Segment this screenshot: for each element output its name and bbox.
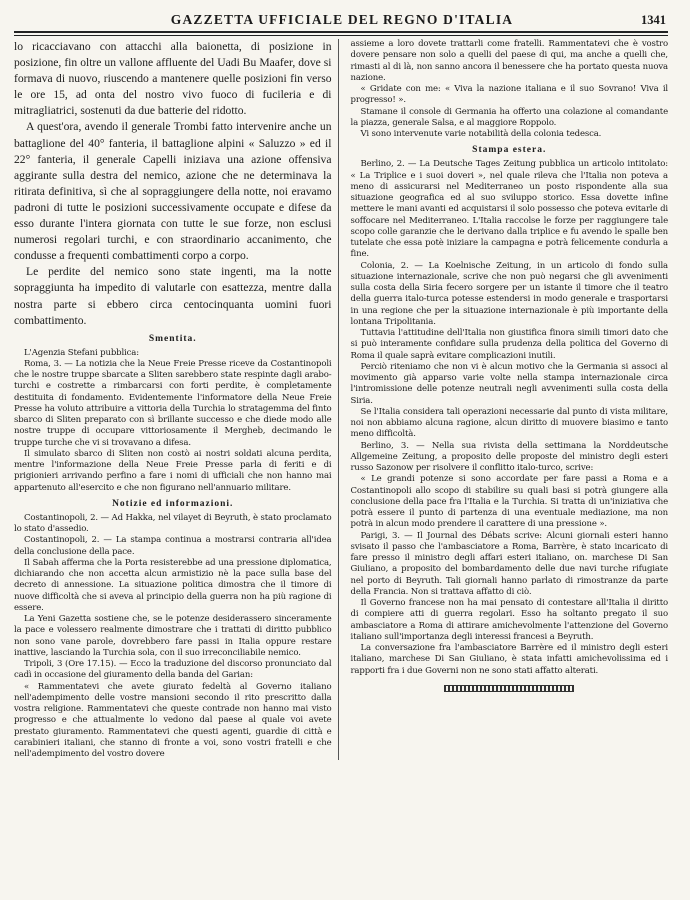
battle-report — [14, 39, 332, 329]
columns — [14, 39, 668, 760]
masthead-title: GAZZETTA UFFICIALE DEL REGNO D'ITALIA — [170, 12, 514, 27]
lead-paragraph: lo ricacciavano con attacchi alla baionetta, di posizione in posizione, fin oltre un vallone affluente del Uadi Bu Maafer, dove si formava di nuovo, riuscendo a mantenere quelle posizioni fin verso le ore 15, ad onta del nostro vivo fuoco di fucileria e di mitragliatrici, sostenuti da due batterie del ridotto. — [14, 40, 332, 118]
paragraph: Roma, 3. — La notizia che la Neue Freie Presse riceve da Costantinopoli che le nostre truppe sbarcate a Sliten sarebbero state respinte dagli arabo-turchi e costrette a rimbarcarsi con forti perdite, è completamente destituita di fondamento. Evidentemente l'informatore della Neue Freie Presse ha voluto attribuire a vittoria della Turchia lo stratagemma del finto sbarco di Sliten preparato con sì brillante successo e che diede modo alle nostre truppe di occupare vittoriosamente il Mergheb, decimando le truppe turche che vi si trovavano a difesa. — [14, 358, 332, 448]
paragraph: « Le grandi potenze si sono accordate per fare passi a Roma e a Costantinopoli allo scopo di stabilire su quali basi si potrà giungere alla conclusione della pace fra l'Italia e la Turchia. Si tratta di un'iniziativa che potrà essere il punto di partenza di una eventuale mediazione, ma non potrà in alcun modo prendere il carattere di una pressione ». — [350, 474, 668, 530]
page-header — [14, 12, 668, 33]
paragraph: Stamane il console di Germania ha offerto una colazione al comandante la piazza, generale Salsa, e al maggiore Roppolo. — [350, 106, 668, 128]
paragraph: Costantinopoli, 2. — Ad Hakka, nel vilayet di Beyruth, è stato proclamato lo stato d'assedio. — [14, 512, 332, 535]
closing-ornament-rule — [444, 685, 574, 692]
paragraph: La conversazione fra l'ambasciatore Barrère ed il ministro degli esteri italiano, marchese Di San Giuliano, è stata infatti amichevolissima ed i rapporti fra i due Governi non ne sono stati affatto alterati. — [350, 643, 668, 676]
left-column — [14, 39, 339, 760]
paragraph: Perciò riteniamo che non vi è alcun motivo che la Germania si associ al movimento già apparso varie volte nella stampa internazionale circa l'intromissione delle potenze neutrali negli avvenimenti sulla costa della Siria. — [350, 361, 668, 406]
paragraph: La Yeni Gazetta sostiene che, se le potenze desiderassero sinceramente la pace e volessero realmente dimostrare che i trattati di diritto pubblico non sono vane parole, dovrebbero fare passi in Italia oppure restare inattive, lasciando la Turchia sola, con il suo irreconciliabile nemico. — [14, 614, 332, 658]
header-double-rule — [14, 35, 668, 36]
tripoli-continuation — [351, 39, 669, 140]
paragraph: Costantinopoli, 2. — La stampa continua a mostrarsi contraria all'idea della conclusione della pace. — [14, 535, 332, 557]
lead-paragraph: A quest'ora, avendo il generale Trombi fatto intervenire anche un battaglione del 40° fanteria, il battaglione alpini « Saluzzo » ed il 22° fanteria, il generale Capelli iniziava una azione offensiva aggirante sulla destra del nemico, azione che ne determinava la ritirata definitiva, sì che al sopraggiungere della notte, noi eravamo padroni di tutte le posizioni successivamente occupate e difese da esso durante l'intera giornata con tutte le sue forze, non esclusi numerosi regolari turchi, e con straordinario accanimento, che condusse a frequenti combattimenti corpo a corpo. — [14, 120, 332, 263]
right-column — [351, 39, 669, 760]
paragraph: assieme a loro dovete trattarli come fratelli. Rammentatevi che è vostro dovere pensare non solo a quelli del paese di qui, ma anche a quelli che, rimasti al di là, non sanno ancora il benessere che ha portato questa nuova nazione. — [350, 39, 668, 83]
paragraph: Il simulato sbarco di Sliten non costò ai nostri soldati alcuna perdita, mentre l'informazione della Neue Freie Presse parla di feriti e di prigionieri arrivando perfino a fare i nomi di ufficiali che non hanno mai appartenuto all'esercito e che non figurano nell'annuario militare. — [14, 448, 332, 493]
paragraph: Tuttavia l'attitudine dell'Italia non giustifica finora simili timori dato che si può interamente confidare sulla prudenza della politica del Governo di Roma il quale saprà evitare complicazioni inutili. — [350, 328, 668, 361]
paragraph: « Gridate con me: « Viva la nazione italiana e il suo Sovrano! Viva il progresso! ». — [350, 84, 668, 106]
paragraph: Colonia, 2. — La Koelnische Zeitung, in un articolo di fondo sulla situazione internazionale, scrive che non può negarsi che gli avvenimenti sulla costa della Siria fecero sorgere per un istante il timore che il teatro della guerra italo-turca potesse estendersi in modo generale e trasportarsi in una regione che per la situazione internazionale è più importante della lontana Tripolitania. — [350, 260, 668, 327]
paragraph: « Rammentatevi che avete giurato fedeltà al Governo italiano nell'adempimento delle vostre mansioni secondo il rito prescritto dalla vostra religione. Rammentatevi che queste contrade non hanno mai visto progresso e che attualmente lo vedono dal paese al quale voi avete prestato giuramento. Rammentatevi che questi agenti, guardie di città e carabinieri italiani, che stanno di fronte a voi, sono vostri fratelli e che nell'adempimento del vostro dovere — [14, 681, 332, 760]
section-title-stampa-estera: Stampa estera. — [472, 145, 547, 156]
paragraph: L'Agenzia Stefani pubblica: — [24, 347, 139, 358]
page-number: 1341 — [641, 13, 666, 27]
section-title-notizie: Notizie ed informazioni. — [112, 498, 234, 509]
stampa-estera-section — [351, 159, 669, 677]
lead-paragraph: Le perdite del nemico sono state ingenti, ma la notte sopraggiunta ha impedito di valutarle con esattezza, mentre dalla nostra parte si ebbero circa centocinquanta uomini fuori combattimento. — [14, 265, 332, 327]
paragraph: Parigi, 3. — Il Journal des Débats scrive: Alcuni giornali esteri hanno svisato il passo che l'ambasciatore a Roma, Barrère, è stato incaricato di fare presso il ministro degli affari esteri italiano, on. marchese Di San Giuliano, a proposito del bombardamento delle due navi turche rifugiate nel porto di Beyruth. Tali giornali hanno parlato di rimostranze da parte della Francia. Non si trattava affatto di ciò. — [350, 530, 668, 597]
paragraph: Vi sono intervenute varie notabilità della colonia tedesca. — [360, 129, 602, 139]
paragraph: Il Governo francese non ha mai pensato di contestare all'Italia il diritto di compiere atti di guerra regolari. Esso ha soltanto pregato il suo ambasciatore a Roma di attirare amichevolmente l'attenzione del Governo italiano sull'importanza degli interessi francesi a Beyruth. — [350, 598, 668, 642]
paragraph: Berlino, 2. — La Deutsche Tages Zeitung pubblica un articolo intitolato: « La Triplice e i suoi doveri », nel quale rileva che l'Italia non poteva a meno di assicurarsi nel Mediterraneo un posto rispondente alla sua situazione geografica ed al suo sviluppo storico. Essa dovette infine mettere le mani avanti ed acquistarsi il solo possesso che poteva evitarle di soffocare nel Mediterraneo. L'Italia raccolse le forze per raggiungere tale scopo colle garanzie che le derivano dalla triplice e fu avendo le spalle ben tutelate che essa potè iniziare la campagna e potrà felicemente condurla a fine. — [350, 159, 668, 260]
paragraph: Il Sabah afferma che la Porta resisterebbe ad una pressione diplomatica, dichiarando che non accetta alcun armistizio nè la pace sulla base del decreto di annessione. La situazione politica dimostra che il timore di nuove difficoltà che si aveva al principio della guerra non ha più ragione di essere. — [14, 557, 332, 613]
paragraph: Tripoli, 3 (Ore 17.15). — Ecco la traduzione del discorso pronunciato dal cadì in occasione del giuramento della banda del Garian: — [14, 659, 332, 681]
notizie-section — [14, 513, 332, 761]
smentita-section — [14, 348, 332, 494]
paragraph: Se l'Italia considera tali operazioni necessarie dal punto di vista militare, noi non abbiamo alcuna ragione, alcun diritto di muovere biasimo e tanto meno difficoltà. — [350, 406, 668, 440]
section-title-smentita: Smentita. — [148, 333, 197, 344]
paragraph: Berlino, 3. — Nella sua rivista della settimana la Norddeutsche Allgemeine Zeitung, a proposito delle proposte del ministro degli esteri russo Sazonow per risolvere il conflitto italo-turco, scrive: — [350, 440, 668, 473]
